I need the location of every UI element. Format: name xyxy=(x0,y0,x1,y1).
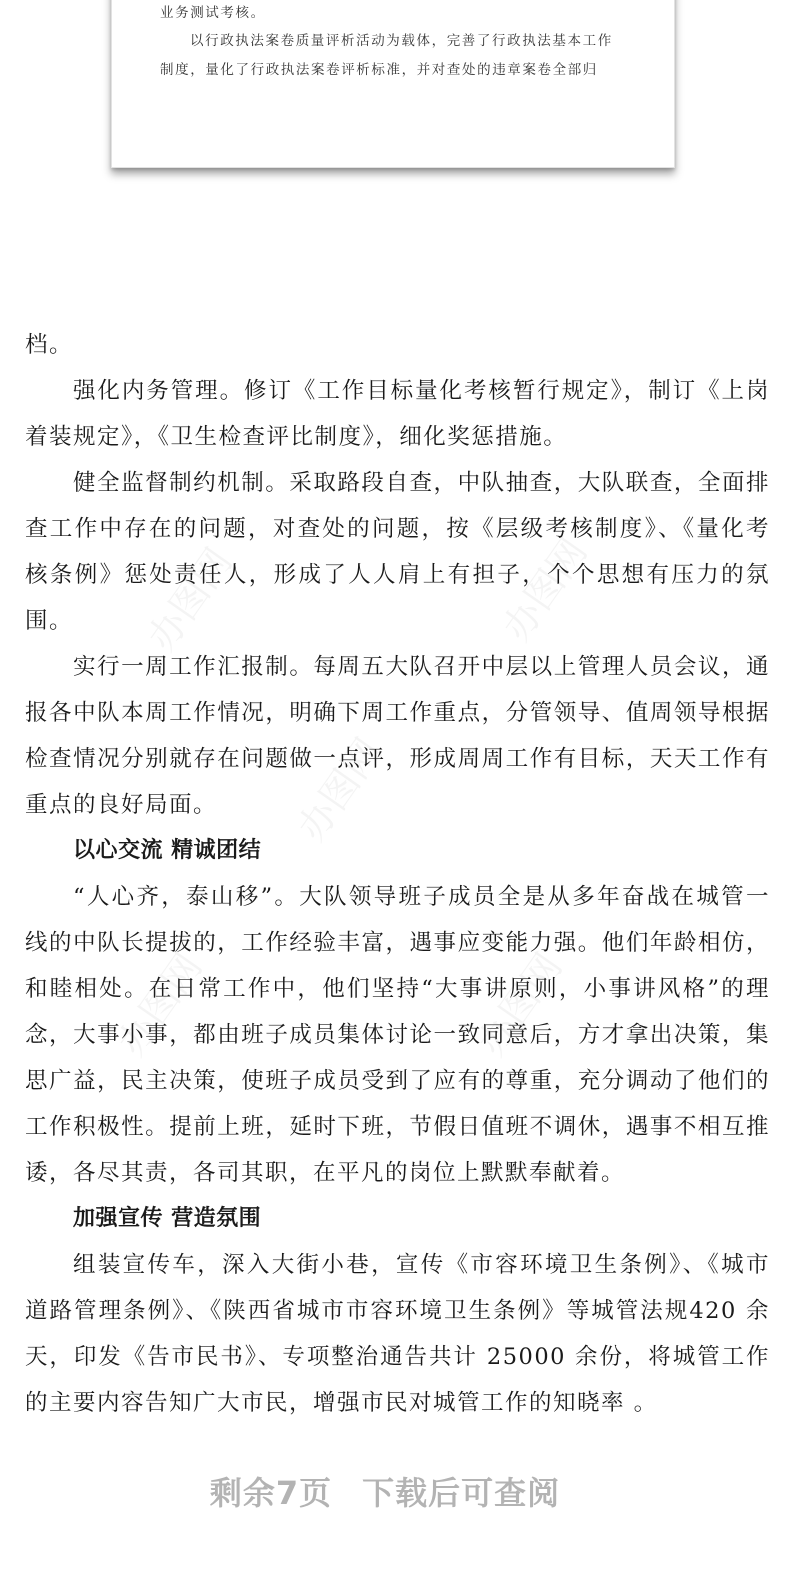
download-hint-label: 下载后可查阅 xyxy=(362,1474,561,1512)
watermark: 办图网 xyxy=(469,945,571,1064)
preview-line: 制度，量化了行政执法案卷评析标准，并对查处的违章案卷全部归 xyxy=(160,62,598,78)
remaining-pages-label: 剩余7页 xyxy=(209,1474,333,1512)
document-preview-card xyxy=(111,0,675,168)
paragraph: 强化内务管理。修订《工作目标量化考核暂行规定》，制订《上岗着装规定》，《卫生检查评比制度》，细化奖惩措施。 xyxy=(25,378,770,450)
watermark: 办图网 xyxy=(139,540,241,659)
watermark: 办图网 xyxy=(289,730,391,849)
paragraph: 实行一周工作汇报制。每周五大队召开中层以上管理人员会议，通报各中队本周工作情况，明确下周工作重点，分管领导、值周领导根据检查情况分别就存在问题做一点评，形成周周工作有目标，天天工作有重点的良好局面。 xyxy=(25,654,770,818)
paragraph: 健全监督制约机制。采取路段自查，中队抽查，大队联查，全面排查工作中存在的问题，对查处的问题，按《层级考核制度》、《量化考核条例》惩处责任人，形成了人人肩上有担子，个个思想有压力的氛围。 xyxy=(25,470,770,634)
paragraph: 组装宣传车，深入大街小巷，宣传《市容环境卫生条例》、《城市道路管理条例》、《陕西省城市市容环境卫生条例》等城管法规420 余天，印发《告市民书》、专项整治通告共计 25000 余份，将城管工作的主要内容告知广大市民，增强市民对城管工作的知晓率 。 xyxy=(25,1252,770,1416)
document-body xyxy=(25,322,770,1426)
download-prompt[interactable] xyxy=(0,1468,770,1514)
section-heading: 加强宣传 营造氛围 xyxy=(73,1206,262,1231)
watermark: 办图网 xyxy=(494,530,596,649)
section-heading: 以心交流 精诚团结 xyxy=(73,838,262,863)
paragraph: 档。 xyxy=(25,332,74,358)
preview-line: 以行政执法案卷质量评析活动为载体，完善了行政执法基本工作 xyxy=(190,33,613,49)
preview-line: 业务测试考核。 xyxy=(160,5,266,21)
paragraph: “人心齐，泰山移”。大队领导班子成员全是从多年奋战在城管一线的中队长提拔的，工作经验丰富，遇事应变能力强。他们年龄相仿，和睦相处。在日常工作中，他们坚持“大事讲原则，小事讲风格”的理念，大事小事，都由班子成员集体讨论一致同意后，方才拿出决策，集思广益，民主决策，使班子成员受到了应有的尊重，充分调动了他们的工作积极性。提前上班，延时下班，节假日值班不调休，遇事不相互推诿，各尽其责，各司其职，在平凡的岗位上默默奉献着。 xyxy=(25,884,770,1186)
watermark: 办图网 xyxy=(109,945,211,1064)
